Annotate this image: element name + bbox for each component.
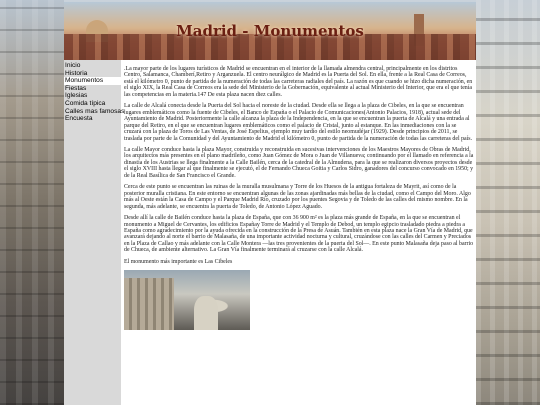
- sidebar-nav: [64, 60, 125, 405]
- main-layout: [64, 60, 476, 405]
- nav-item-monumentos[interactable]: Monumentos: [64, 77, 121, 85]
- nav-item-inicio[interactable]: Inicio: [65, 62, 81, 69]
- page-container: [64, 2, 476, 405]
- nav-item-encuesta[interactable]: Encuesta: [65, 115, 93, 123]
- photo-building-graphic: [124, 278, 174, 330]
- nav-item-comida-tipica[interactable]: Comida típica: [65, 99, 106, 107]
- content-paragraph: La calle Mayor conduce hasta la plaza Mayor, construida y reconstruida en sucesivas intervenciones de los Maestros Mayores de Obras de Madrid, los arquitectos más presentes en el plano madrileño, como Juan Gómez de Mora o Juan de Villanueva; continuando por el llamado en referencia a la dinastía de los Austrias se llega finalmente a la Calle Bailén, cerca de la catedral de la Almudena, para la que se realizaron diversos proyectos desde el siglo XVIII hasta llegar al que finalmente se ejecutó, el de Fernando Chueca Goitia y Carlos Sidro, ganadores del concurso convocado en 1950; y de la Real Basílica de San Francisco el Grande.: [124, 146, 474, 179]
- nav-item-fiestas[interactable]: Fiestas: [65, 84, 87, 92]
- nav-item-calles-famosas[interactable]: Calles mas famosas: [65, 107, 125, 115]
- nav-item-iglesias[interactable]: Iglesias: [65, 92, 88, 100]
- main-content: [121, 60, 476, 405]
- content-paragraph: .La mayor parte de los lugares turísticos de Madrid se encuentran en el interior de la llamada almendra central, principalmente en los distritos Centro, Salamanca, Chamberí,Retiro y Arganzuela. El centro neurálgico de Madrid es la Puerta del Sol. En ella, frente a la Real Casa de Correos, está el kilómetro 0, punto de partida de la numeración de todas las carreteras radiales del país. La razón es que cuando se hizo dicha numeración, en el siglo XIX, la Real Casa de Correos era la sede del Ministerio de la Gobernación, equivalente al actual Ministerio del Interior, que era el que tenía las competencias en la materia.147 De esta plaza nacen diez calles.: [124, 66, 473, 98]
- header-banner: [64, 2, 476, 60]
- nav-item-historia[interactable]: Historia: [65, 69, 88, 77]
- background-building-left: [0, 0, 64, 405]
- content-paragraph: La calle de Alcalá conecta desde la Puerta del Sol hacia el noreste de la ciudad. Desde ella se llega a la plaza de Cibeles, en la que se encuentran lugares emblemáticos como la fuente de Cibeles, el Banco de España o el Palacio de Comunicaciones(Antonio Palacios, 1918), actual sede del Ayuntamiento de Madrid. Posteriormente la calle alcanza la plaza de la Independencia, en la que se encuentran la puerta de Alcalá y una entrada al parque del Retiro, en el que se encuentran lugares emblemáticos como el palacio de Cristal, junto al estanque. En las inmediaciones con la se cruzará con la plaza de Toros de Las Ventas, de José Espelius, ejemplo muy tardío del estilo neomudéjar (1929). Desde principios de 2011, se traslada por parte de la Comunidad y del Ayuntamiento de Madrid el kilómetro 0, punto de partida de la numeración de todas las carreteras del país.: [124, 103, 473, 142]
- content-paragraph: Cerca de este punto se encuentran las ruinas de la muralla musulmana y Torre de los Huesos de la antigua fortaleza de Mayrit, así como de la posterior muralla cristiana. En este entorno se encuentran algunas de las zonas ajardinadas más bellas de la ciudad, como el Campo del Moro. Algo más al Oeste están la Casa de Campo y el Parque Madrid Río, cruzado por los puentes Segovia y de Toledo de las calles del mismo nombre. En la segunda, más adelante, se encuentra la puerta de Toledo, de Antonio López Aguado.: [124, 184, 471, 210]
- photo-statue-graphic: [194, 296, 218, 330]
- content-paragraph: El monumento más importante es Las Cibeles: [124, 258, 233, 265]
- page-title: Madrid - Monumentos: [176, 22, 364, 40]
- cibeles-photo: [124, 270, 250, 330]
- background-building-right: [476, 0, 540, 405]
- content-paragraph: Desde allí la calle de Bailén conduce hasta la plaza de España, que con 36 900 m² es la plaza más grande de España, en la que se encuentran el monumento a Miguel de Cervantes, los edificios Españay Torre de Madrid y el Templo de Debod, un templo egipcio trasladado piedra a piedra a España como agradecimiento por la ayuda ofrecida en la construcción de la Presa de Asuán. También en esta plaza nace la Gran Vía de Madrid, que avanzará dejando al norte el barrio de Malasaña, de una importante actividad nocturna y cultural, cruzándose con las calles del Carmen y Preciados en la Plaza de Callao y más adelante con la Calle Montera —las tres provenientes de la puerta del Sol—. En este punto Malasaña deja paso al barrio de Chueca, de ambiente alternativo. La Gran Vía finalmente terminará al cruzarse con la calle Alcalá.: [124, 215, 474, 254]
